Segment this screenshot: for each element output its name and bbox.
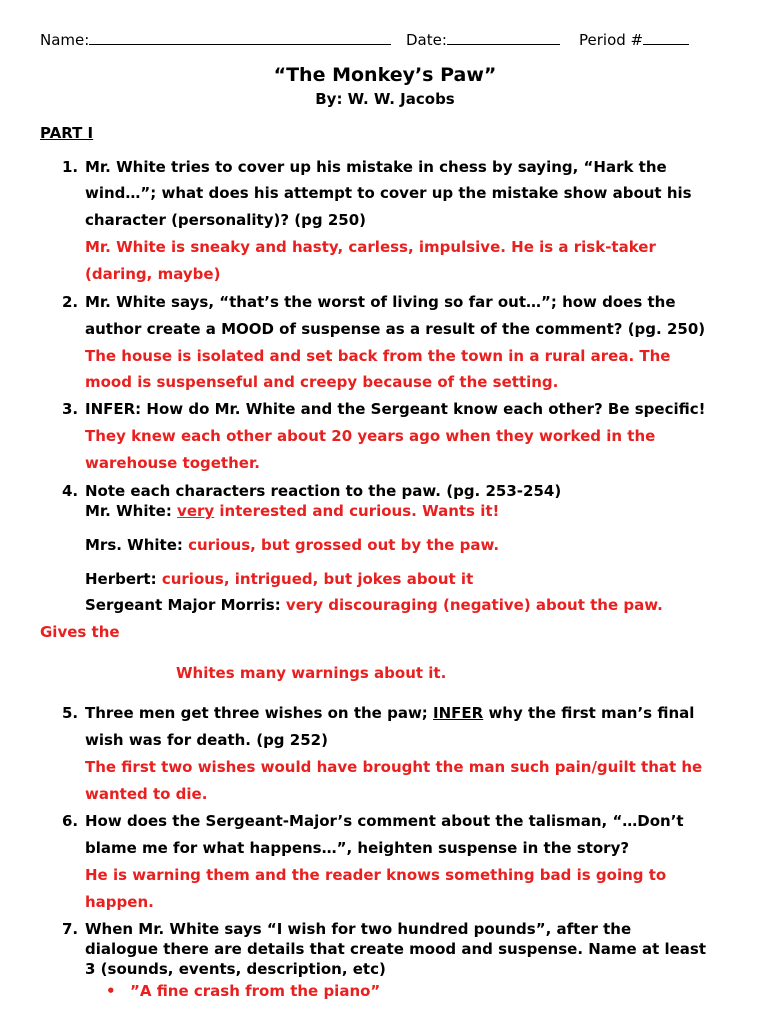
q3-line-1: INFER: How do Mr. White and the Sergeant know each other? Be specific! bbox=[85, 400, 706, 418]
q5-answer-2: wanted to die. bbox=[85, 785, 208, 803]
bullet-icon: • bbox=[106, 982, 116, 1000]
q6-answer-2: happen. bbox=[85, 893, 154, 911]
period-blank bbox=[643, 30, 689, 45]
q2-answer-2: mood is suspenseful and creepy because of the setting. bbox=[85, 373, 559, 391]
q3-number: 3. bbox=[62, 400, 79, 418]
q1-line-3: character (personality)? (pg 250) bbox=[85, 211, 366, 229]
q3-answer-2: warehouse together. bbox=[85, 454, 260, 472]
name-blank bbox=[89, 30, 391, 45]
q5-line-1-c: why the first man’s final bbox=[483, 704, 695, 722]
q6-line-2: blame me for what happens…”, heighten suspense in the story? bbox=[85, 839, 630, 857]
q7-number: 7. bbox=[62, 920, 79, 938]
period-field bbox=[579, 30, 689, 49]
page-title: “The Monkey’s Paw” bbox=[273, 64, 497, 86]
period-label: Period # bbox=[579, 31, 644, 49]
mr-white-label: Mr. White: bbox=[85, 502, 178, 520]
morris-answer-2: Gives the bbox=[40, 623, 120, 641]
q4-mr-white bbox=[85, 502, 499, 520]
mrs-white-answer: curious, but grossed out by the paw. bbox=[188, 536, 500, 554]
q1-answer-2: (daring, maybe) bbox=[85, 265, 221, 283]
mr-white-answer: interested and curious. Wants it! bbox=[214, 502, 500, 520]
part-heading: PART I bbox=[40, 124, 94, 142]
name-field bbox=[40, 30, 391, 49]
name-label: Name: bbox=[40, 31, 90, 49]
mrs-white-label: Mrs. White: bbox=[85, 536, 189, 554]
q5-line-1 bbox=[85, 704, 694, 722]
q5-infer: INFER bbox=[433, 704, 484, 722]
date-field bbox=[406, 30, 560, 49]
herbert-label: Herbert: bbox=[85, 570, 162, 588]
q4-morris bbox=[85, 596, 663, 614]
q4-number: 4. bbox=[62, 482, 79, 500]
q2-number: 2. bbox=[62, 293, 79, 311]
date-blank bbox=[447, 30, 560, 45]
q4-herbert bbox=[85, 570, 473, 588]
morris-answer-3: Whites many warnings about it. bbox=[176, 664, 447, 682]
q5-number: 5. bbox=[62, 704, 79, 722]
herbert-answer: curious, intrigued, but jokes about it bbox=[161, 570, 474, 588]
q3-answer-1: They knew each other about 20 years ago when they worked in the bbox=[85, 427, 656, 445]
date-label: Date: bbox=[406, 31, 447, 49]
morris-label: Sergeant Major Morris: bbox=[85, 596, 286, 614]
q1-line-2: wind…”; what does his attempt to cover up the mistake show about his bbox=[85, 184, 692, 202]
q4-mrs-white bbox=[85, 536, 499, 554]
morris-answer: very discouraging (negative) about the paw. bbox=[285, 596, 663, 614]
q6-answer-1: He is warning them and the reader knows something bad is going to bbox=[85, 866, 667, 884]
mr-white-very: very bbox=[177, 502, 215, 520]
q7-line-2: dialogue there are details that create mood and suspense. Name at least bbox=[85, 940, 706, 958]
q1-number: 1. bbox=[62, 158, 79, 176]
q6-line-1: How does the Sergeant-Major’s comment about the talisman, “…Don’t bbox=[85, 812, 684, 830]
q7-line-3: 3 (sounds, events, description, etc) bbox=[85, 960, 386, 978]
q5-line-2: wish was for death. (pg 252) bbox=[85, 731, 328, 749]
q6-number: 6. bbox=[62, 812, 79, 830]
q1-line-1: Mr. White tries to cover up his mistake in chess by saying, “Hark the bbox=[85, 158, 667, 176]
q5-line-1-a: Three men get three wishes on the paw; bbox=[85, 704, 434, 722]
q7-line-1: When Mr. White says “I wish for two hundred pounds”, after the bbox=[85, 920, 632, 938]
q2-line-2: author create a MOOD of suspense as a result of the comment? (pg. 250) bbox=[85, 320, 706, 338]
q5-answer-1: The first two wishes would have brought the man such pain/guilt that he bbox=[85, 758, 703, 776]
q2-line-1: Mr. White says, “that’s the worst of living so far out…”; how does the bbox=[85, 293, 676, 311]
q7-bullet-1: ”A fine crash from the piano” bbox=[130, 982, 381, 1000]
q2-answer-1: The house is isolated and set back from the town in a rural area. The bbox=[85, 347, 671, 365]
q4-line-1: Note each characters reaction to the paw. (pg. 253-254) bbox=[85, 482, 562, 500]
author-line: By: W. W. Jacobs bbox=[315, 90, 455, 108]
q1-answer-1: Mr. White is sneaky and hasty, carless, impulsive. He is a risk-taker bbox=[85, 238, 656, 256]
